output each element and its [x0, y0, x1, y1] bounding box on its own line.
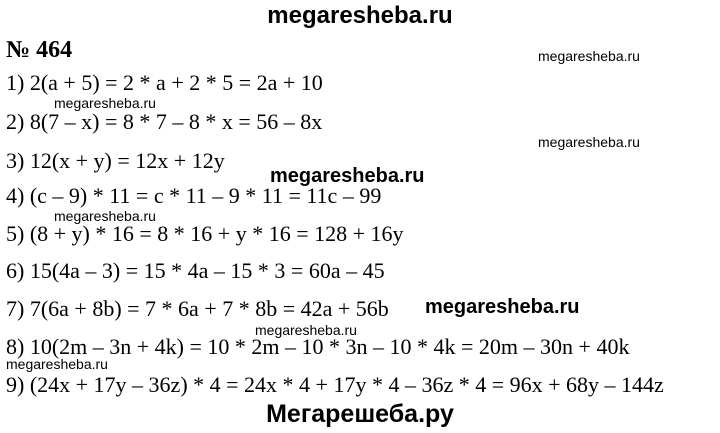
equation-line-5: 5) (8 + y) * 16 = 8 * 16 + y * 16 = 128 + 16y	[6, 221, 404, 246]
watermark-small-4: megaresheba.ru	[54, 208, 156, 224]
watermark-bold-1: megaresheba.ru	[270, 165, 425, 187]
watermark-small-6: megaresheba.ru	[6, 356, 108, 372]
watermark-bold-2: megaresheba.ru	[425, 296, 580, 318]
watermark-small-5: megaresheba.ru	[255, 322, 357, 338]
watermark-small-2: megaresheba.ru	[54, 95, 156, 111]
equation-line-1: 1) 2(a + 5) = 2 * a + 2 * 5 = 2a + 10	[6, 70, 323, 95]
watermark-small-3: megaresheba.ru	[538, 134, 640, 150]
footer-watermark: Мегарешеба.ру	[266, 400, 454, 428]
header-watermark: megaresheba.ru	[267, 2, 453, 29]
equation-line-9: 9) (24x + 17y – 36z) * 4 = 24x * 4 + 17y * 4 – 36z * 4 = 96x + 68y – 144z	[6, 372, 664, 397]
equation-line-3: 3) 12(x + y) = 12x + 12y	[6, 148, 225, 173]
equation-line-4: 4) (c – 9) * 11 = c * 11 – 9 * 11 = 11c – 99	[6, 183, 382, 208]
equation-line-7: 7) 7(6a + 8b) = 7 * 6a + 7 * 8b = 42a + 56b	[6, 296, 389, 321]
equation-line-6: 6) 15(4a – 3) = 15 * 4a – 15 * 3 = 60a – 45	[6, 258, 385, 283]
equation-line-8: 8) 10(2m – 3n + 4k) = 10 * 2m – 10 * 3n – 10 * 4k = 20m – 30n + 40k	[6, 334, 630, 359]
watermark-small-1: megaresheba.ru	[538, 48, 640, 64]
problem-number: № 464	[6, 37, 73, 63]
equation-line-2: 2) 8(7 – x) = 8 * 7 – 8 * x = 56 – 8x	[6, 109, 323, 134]
